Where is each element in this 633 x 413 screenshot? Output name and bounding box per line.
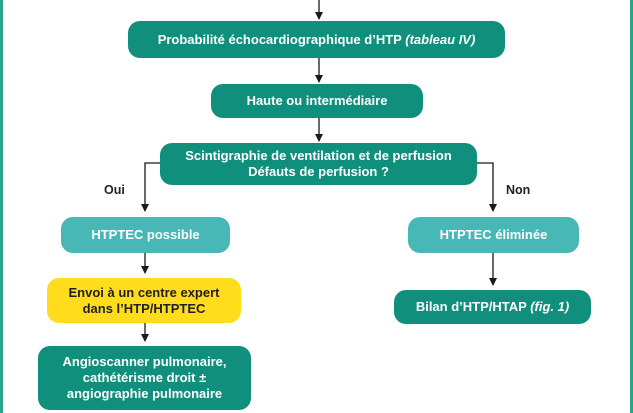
node-eliminee-text: HTPTEC éliminée: [439, 227, 548, 242]
node-angio-line3: angiographie pulmonaire: [66, 386, 223, 401]
node-angio-line2: cathétérisme droit ±: [82, 370, 207, 385]
arrow-scinti-to-possible: [145, 163, 160, 211]
node-envoi-centre-expert: [47, 278, 241, 323]
node-scintigraphie: [160, 143, 477, 185]
node-haute-intermediaire: [211, 84, 423, 118]
arrow-scinti-to-eliminee: [477, 163, 493, 211]
node-bilan-htp: [394, 290, 591, 324]
node-probabilite-text: Probabilité échocardiographique d’HTP: [157, 31, 402, 47]
node-angioscanner: [38, 346, 251, 410]
node-haute-text: Haute ou intermédiaire: [246, 93, 388, 108]
node-envoi-line1: Envoi à un centre expert: [68, 284, 220, 300]
node-htptec-possible: [61, 217, 230, 253]
node-scinti-line2: Défauts de perfusion ?: [248, 164, 389, 179]
node-bilan-text: Bilan d’HTP/HTAP: [415, 299, 527, 314]
node-possible-text: HTPTEC possible: [91, 227, 200, 242]
node-probabilite-echo: [128, 21, 505, 58]
node-envoi-line2: dans l’HTP/HTPTEC: [82, 300, 206, 316]
node-htptec-eliminee: [408, 217, 579, 253]
node-bilan-ref: (fig. 1): [530, 299, 570, 314]
branch-label-oui: Oui: [104, 183, 125, 197]
node-angio-line1: Angioscanner pulmonaire,: [62, 354, 227, 369]
branch-label-non: Non: [506, 183, 531, 197]
node-probabilite-ref: (tableau IV): [405, 31, 476, 47]
node-scinti-line1: Scintigraphie de ventilation et de perfusion: [185, 148, 452, 163]
